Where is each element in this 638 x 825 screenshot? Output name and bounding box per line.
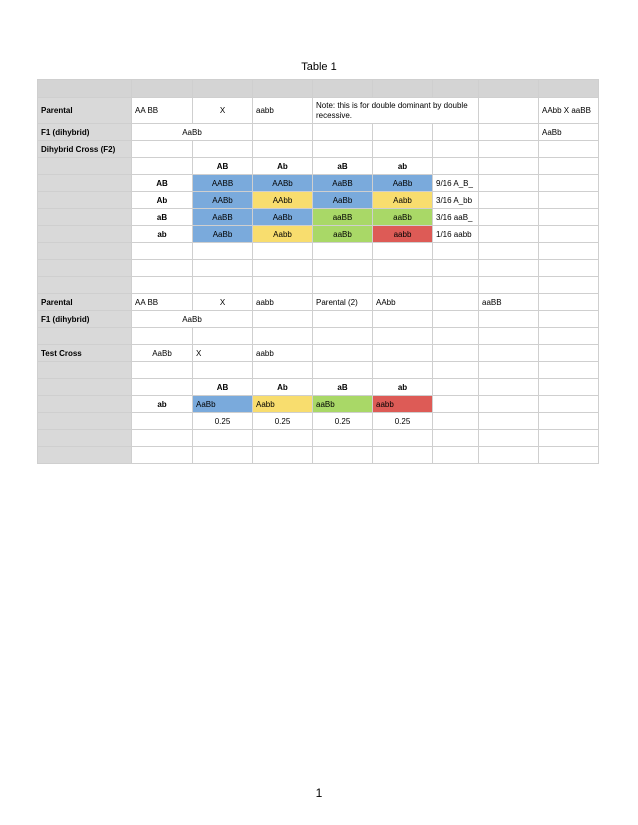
punnett-cell[interactable]: AaBb: [313, 192, 373, 209]
ratio-cell[interactable]: 1/16 aabb: [433, 226, 479, 243]
cell[interactable]: [539, 209, 599, 226]
gamete-header[interactable]: Ab: [253, 379, 313, 396]
punnett-cell[interactable]: Aabb: [253, 396, 313, 413]
cell[interactable]: [433, 124, 479, 141]
table-row: [38, 345, 599, 362]
cell[interactable]: [539, 260, 599, 277]
cell[interactable]: [132, 430, 193, 447]
gamete-header[interactable]: ab: [373, 379, 433, 396]
cell[interactable]: [539, 141, 599, 158]
gamete-label[interactable]: Ab: [132, 192, 193, 209]
table-row: [38, 98, 599, 124]
cell[interactable]: [479, 243, 539, 260]
punnett-cell[interactable]: Aabb: [373, 192, 433, 209]
row-header[interactable]: [38, 413, 132, 430]
probability-cell[interactable]: 0.25: [373, 413, 433, 430]
row-header[interactable]: [38, 260, 132, 277]
cell[interactable]: [479, 396, 539, 413]
row-label-test-cross[interactable]: Test Cross: [38, 345, 132, 362]
column-header-row: [38, 80, 599, 98]
cell[interactable]: [193, 243, 253, 260]
row-header[interactable]: [38, 362, 132, 379]
cell[interactable]: [373, 243, 433, 260]
cell[interactable]: [313, 277, 373, 294]
cell[interactable]: [433, 328, 479, 345]
table-row: [38, 413, 599, 430]
cell[interactable]: [373, 345, 433, 362]
row-header[interactable]: [38, 447, 132, 464]
cell[interactable]: [479, 158, 539, 175]
cell[interactable]: [253, 447, 313, 464]
table-row: [38, 396, 599, 413]
cell[interactable]: [433, 413, 479, 430]
cell[interactable]: [433, 379, 479, 396]
cell[interactable]: [313, 362, 373, 379]
cell[interactable]: [539, 328, 599, 345]
probability-cell[interactable]: 0.25: [253, 413, 313, 430]
ratio-cell[interactable]: 3/16 aaB_: [433, 209, 479, 226]
cell[interactable]: [479, 413, 539, 430]
row-header[interactable]: [38, 192, 132, 209]
cell[interactable]: [539, 311, 599, 328]
row-label-f1-2[interactable]: F1 (dihybrid): [38, 311, 132, 328]
cell[interactable]: [313, 345, 373, 362]
cell[interactable]: AaBb: [539, 124, 599, 141]
cell[interactable]: AA BB: [132, 294, 193, 311]
cell[interactable]: X: [193, 345, 253, 362]
cell[interactable]: [433, 430, 479, 447]
cell[interactable]: [373, 124, 433, 141]
cell[interactable]: AAbb X aaBB: [539, 98, 599, 124]
cell[interactable]: [373, 260, 433, 277]
cell[interactable]: [373, 141, 433, 158]
cell[interactable]: [313, 311, 373, 328]
cell[interactable]: [253, 141, 313, 158]
cell[interactable]: [132, 362, 193, 379]
cell[interactable]: [539, 362, 599, 379]
punnett-cell[interactable]: aaBb: [313, 226, 373, 243]
cell[interactable]: [373, 328, 433, 345]
table-row: [38, 430, 599, 447]
cell[interactable]: [539, 277, 599, 294]
cell[interactable]: [253, 311, 313, 328]
cell[interactable]: [313, 141, 373, 158]
cell[interactable]: [132, 277, 193, 294]
cell[interactable]: [539, 294, 599, 311]
row-label-dihybrid[interactable]: Dihybrid Cross (F2): [38, 141, 132, 158]
cell[interactable]: [433, 260, 479, 277]
cell[interactable]: [132, 141, 193, 158]
table-row: [38, 447, 599, 464]
table-row: [38, 226, 599, 243]
cell[interactable]: [539, 158, 599, 175]
ratio-cell[interactable]: 3/16 A_bb: [433, 192, 479, 209]
cell[interactable]: [253, 124, 313, 141]
cell[interactable]: [253, 362, 313, 379]
row-label-f1[interactable]: F1 (dihybrid): [38, 124, 132, 141]
cell[interactable]: [433, 277, 479, 294]
cell[interactable]: [539, 396, 599, 413]
punnett-cell[interactable]: aabb: [373, 396, 433, 413]
table-title: Table 1: [301, 61, 337, 73]
punnett-cell[interactable]: aaBb: [373, 209, 433, 226]
punnett-cell[interactable]: AaBb: [253, 209, 313, 226]
cell[interactable]: [253, 260, 313, 277]
table-row: [38, 379, 599, 396]
header-cell[interactable]: [539, 80, 599, 98]
punnett-cell[interactable]: AaBb: [373, 175, 433, 192]
cell[interactable]: [313, 260, 373, 277]
table-row: [38, 158, 599, 175]
cell[interactable]: [132, 243, 193, 260]
cell[interactable]: [253, 277, 313, 294]
row-header[interactable]: [38, 243, 132, 260]
cell[interactable]: [433, 243, 479, 260]
cell[interactable]: AA BB: [132, 98, 193, 124]
cell[interactable]: [433, 362, 479, 379]
punnett-cell[interactable]: aabb: [373, 226, 433, 243]
cell[interactable]: [479, 379, 539, 396]
probability-cell[interactable]: 0.25: [313, 413, 373, 430]
page-number: 1: [315, 786, 323, 800]
row-header[interactable]: [38, 379, 132, 396]
cell[interactable]: [433, 294, 479, 311]
cell[interactable]: [132, 413, 193, 430]
punnett-cell[interactable]: Aabb: [253, 226, 313, 243]
cell[interactable]: [193, 430, 253, 447]
cell[interactable]: [373, 362, 433, 379]
punnett-cell[interactable]: AaBB: [313, 175, 373, 192]
cell[interactable]: [433, 158, 479, 175]
cell[interactable]: [479, 311, 539, 328]
table-row: [38, 260, 599, 277]
table-row: [38, 311, 599, 328]
note-cell[interactable]: Note: this is for double dominant by double recessive.: [313, 98, 479, 124]
punnett-cell[interactable]: AaBB: [193, 209, 253, 226]
table-row: [38, 277, 599, 294]
cell[interactable]: [193, 362, 253, 379]
cell[interactable]: [373, 430, 433, 447]
probability-cell[interactable]: 0.25: [193, 413, 253, 430]
table-row: [38, 362, 599, 379]
cell[interactable]: [479, 192, 539, 209]
cell[interactable]: [313, 124, 373, 141]
cell[interactable]: [539, 430, 599, 447]
punnett-cell[interactable]: aaBB: [313, 209, 373, 226]
row-header[interactable]: [38, 396, 132, 413]
row-label-parental[interactable]: Parental: [38, 98, 132, 124]
cell[interactable]: X: [193, 294, 253, 311]
cell[interactable]: [479, 345, 539, 362]
cell[interactable]: aabb: [253, 98, 313, 124]
table-row: [38, 124, 599, 141]
row-header[interactable]: [38, 175, 132, 192]
cell[interactable]: [132, 328, 193, 345]
cell[interactable]: aabb: [253, 294, 313, 311]
header-cell[interactable]: [433, 80, 479, 98]
punnett-cell[interactable]: AAbb: [253, 192, 313, 209]
row-header[interactable]: [38, 277, 132, 294]
cell[interactable]: [479, 175, 539, 192]
row-header[interactable]: [38, 430, 132, 447]
cell[interactable]: AaBb: [132, 311, 253, 328]
cell[interactable]: [132, 447, 193, 464]
genetics-table: [37, 79, 599, 464]
cell[interactable]: [193, 141, 253, 158]
cell[interactable]: [479, 447, 539, 464]
table-row: [38, 294, 599, 311]
cell[interactable]: [132, 379, 193, 396]
table-row: [38, 243, 599, 260]
cell[interactable]: [539, 192, 599, 209]
cell[interactable]: [373, 277, 433, 294]
gamete-label[interactable]: aB: [132, 209, 193, 226]
cell[interactable]: aaBB: [479, 294, 539, 311]
gamete-header[interactable]: aB: [313, 158, 373, 175]
cell[interactable]: [373, 447, 433, 464]
punnett-cell[interactable]: AaBb: [193, 226, 253, 243]
cell[interactable]: [253, 328, 313, 345]
cell[interactable]: [479, 98, 539, 124]
table-row: [38, 141, 599, 158]
cell[interactable]: [539, 447, 599, 464]
punnett-cell[interactable]: AABb: [253, 175, 313, 192]
header-cell[interactable]: [132, 80, 193, 98]
cell[interactable]: [433, 345, 479, 362]
cell[interactable]: [433, 141, 479, 158]
cell[interactable]: [132, 158, 193, 175]
cell[interactable]: [313, 447, 373, 464]
row-label-parental-2[interactable]: Parental: [38, 294, 132, 311]
gamete-header[interactable]: AB: [193, 379, 253, 396]
row-header[interactable]: [38, 158, 132, 175]
cell[interactable]: [479, 124, 539, 141]
gamete-header[interactable]: AB: [193, 158, 253, 175]
cell[interactable]: AAbb: [373, 294, 433, 311]
cell[interactable]: [253, 430, 313, 447]
cell[interactable]: [193, 277, 253, 294]
cell[interactable]: [253, 243, 313, 260]
gamete-label[interactable]: ab: [132, 226, 193, 243]
cell[interactable]: [373, 311, 433, 328]
header-cell[interactable]: [373, 80, 433, 98]
cell[interactable]: X: [193, 98, 253, 124]
cell[interactable]: [313, 430, 373, 447]
gamete-header[interactable]: aB: [313, 379, 373, 396]
cell[interactable]: [193, 447, 253, 464]
cell[interactable]: [479, 209, 539, 226]
cell[interactable]: AaBb: [132, 124, 253, 141]
gamete-label[interactable]: ab: [132, 396, 193, 413]
header-cell[interactable]: [479, 80, 539, 98]
cell[interactable]: [539, 413, 599, 430]
cell[interactable]: [539, 379, 599, 396]
cell[interactable]: [479, 430, 539, 447]
cell[interactable]: [539, 345, 599, 362]
cell[interactable]: [433, 311, 479, 328]
cell[interactable]: [539, 243, 599, 260]
cell[interactable]: aabb: [253, 345, 313, 362]
punnett-cell[interactable]: AaBb: [193, 396, 253, 413]
cell[interactable]: [193, 328, 253, 345]
header-cell[interactable]: [38, 80, 132, 98]
row-header[interactable]: [38, 226, 132, 243]
row-header[interactable]: [38, 209, 132, 226]
cell[interactable]: [479, 328, 539, 345]
table-row: [38, 209, 599, 226]
punnett-cell[interactable]: AABb: [193, 192, 253, 209]
cell[interactable]: AaBb: [132, 345, 193, 362]
cell[interactable]: [479, 141, 539, 158]
cell[interactable]: [539, 226, 599, 243]
gamete-header[interactable]: ab: [373, 158, 433, 175]
cell[interactable]: [193, 260, 253, 277]
cell[interactable]: [132, 260, 193, 277]
row-header[interactable]: [38, 328, 132, 345]
cell[interactable]: [479, 277, 539, 294]
table-row: [38, 175, 599, 192]
table-row: [38, 192, 599, 209]
header-cell[interactable]: [313, 80, 373, 98]
cell[interactable]: [479, 362, 539, 379]
header-cell[interactable]: [193, 80, 253, 98]
punnett-cell[interactable]: AABB: [193, 175, 253, 192]
gamete-label[interactable]: AB: [132, 175, 193, 192]
punnett-cell[interactable]: aaBb: [313, 396, 373, 413]
cell[interactable]: [479, 260, 539, 277]
cell[interactable]: [479, 226, 539, 243]
gamete-header[interactable]: Ab: [253, 158, 313, 175]
cell[interactable]: [539, 175, 599, 192]
cell[interactable]: [313, 328, 373, 345]
ratio-cell[interactable]: 9/16 A_B_: [433, 175, 479, 192]
cell[interactable]: [433, 447, 479, 464]
table-row: [38, 328, 599, 345]
header-cell[interactable]: [253, 80, 313, 98]
cell[interactable]: [433, 396, 479, 413]
cell[interactable]: [313, 243, 373, 260]
cell[interactable]: Parental (2): [313, 294, 373, 311]
